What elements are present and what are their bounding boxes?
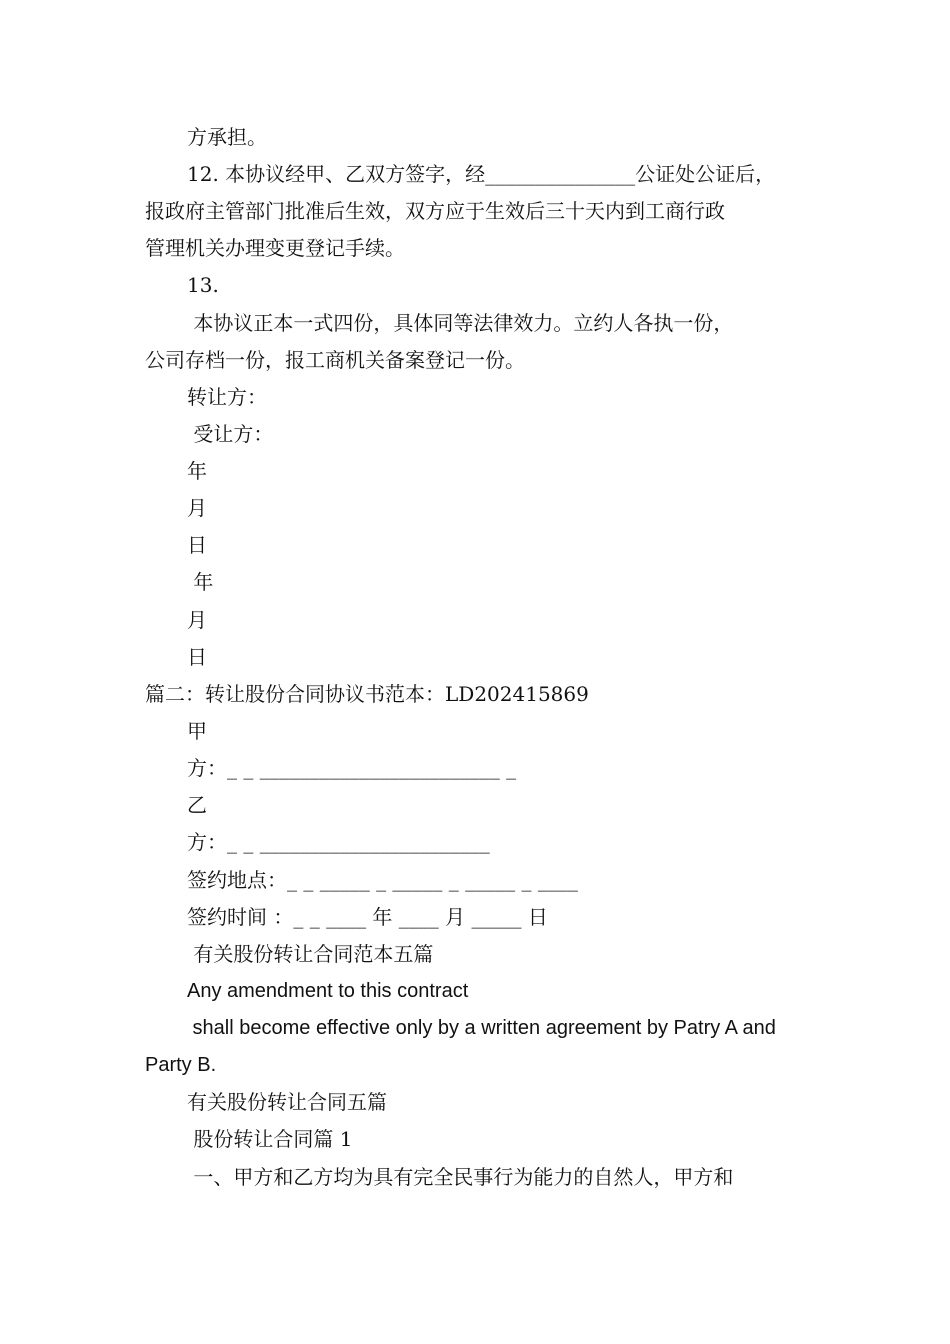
text-line: 签约时间 ：_ _ ____ 年 ____ 月 _____ 日 — [187, 905, 548, 929]
text-line: 日 — [187, 645, 207, 669]
text-line: 方承担。 — [187, 125, 267, 149]
text-line: 12. 本协议经甲、乙双方签字，经_______________公证处公证后， — [187, 162, 776, 186]
text-line: 年 — [187, 459, 207, 483]
text-line: Party B. — [145, 1054, 217, 1076]
text-line: 本协议正本一式四份，具体同等法律效力。立约人各执一份， — [187, 311, 734, 335]
text-line: 转让方： — [187, 385, 267, 409]
section-heading: 篇二：转让股份合同协议书范本：LD202415869 — [145, 682, 589, 706]
text-line: 有关股份转让合同五篇 — [187, 1090, 387, 1114]
text-line: 甲 — [187, 719, 207, 743]
text-line: 一、甲方和乙方均为具有完全民事行为能力的自然人，甲方和 — [187, 1165, 734, 1189]
text-line: 月 — [187, 496, 207, 520]
text-line: 股份转让合同篇 1 — [187, 1127, 353, 1151]
text-line: 方：_ _ _______________________ — [187, 830, 490, 854]
text-line: 受让方： — [187, 422, 274, 446]
text-line: 签约地点：_ _ _____ _ _____ _ _____ _ ____ — [187, 868, 578, 892]
text-line: 乙 — [187, 793, 207, 817]
text-line: 公司存档一份，报工商机关备案登记一份。 — [145, 348, 525, 372]
text-line: 年 — [187, 570, 214, 594]
text-line: 管理机关办理变更登记手续。 — [145, 236, 405, 260]
text-line: 日 — [187, 533, 207, 557]
text-line: 月 — [187, 608, 207, 632]
text-line: shall become effective only by a written agreement by Patry A and — [187, 1017, 776, 1039]
text-line: 报政府主管部门批准后生效，双方应于生效后三十天内到工商行政 — [145, 199, 725, 223]
text-line: 有关股份转让合同范本五篇 — [187, 942, 434, 966]
text-line: Any amendment to this contract — [187, 980, 469, 1002]
text-line: 13. — [187, 273, 219, 297]
text-line: 方：_ _ ________________________ _ — [187, 756, 517, 780]
